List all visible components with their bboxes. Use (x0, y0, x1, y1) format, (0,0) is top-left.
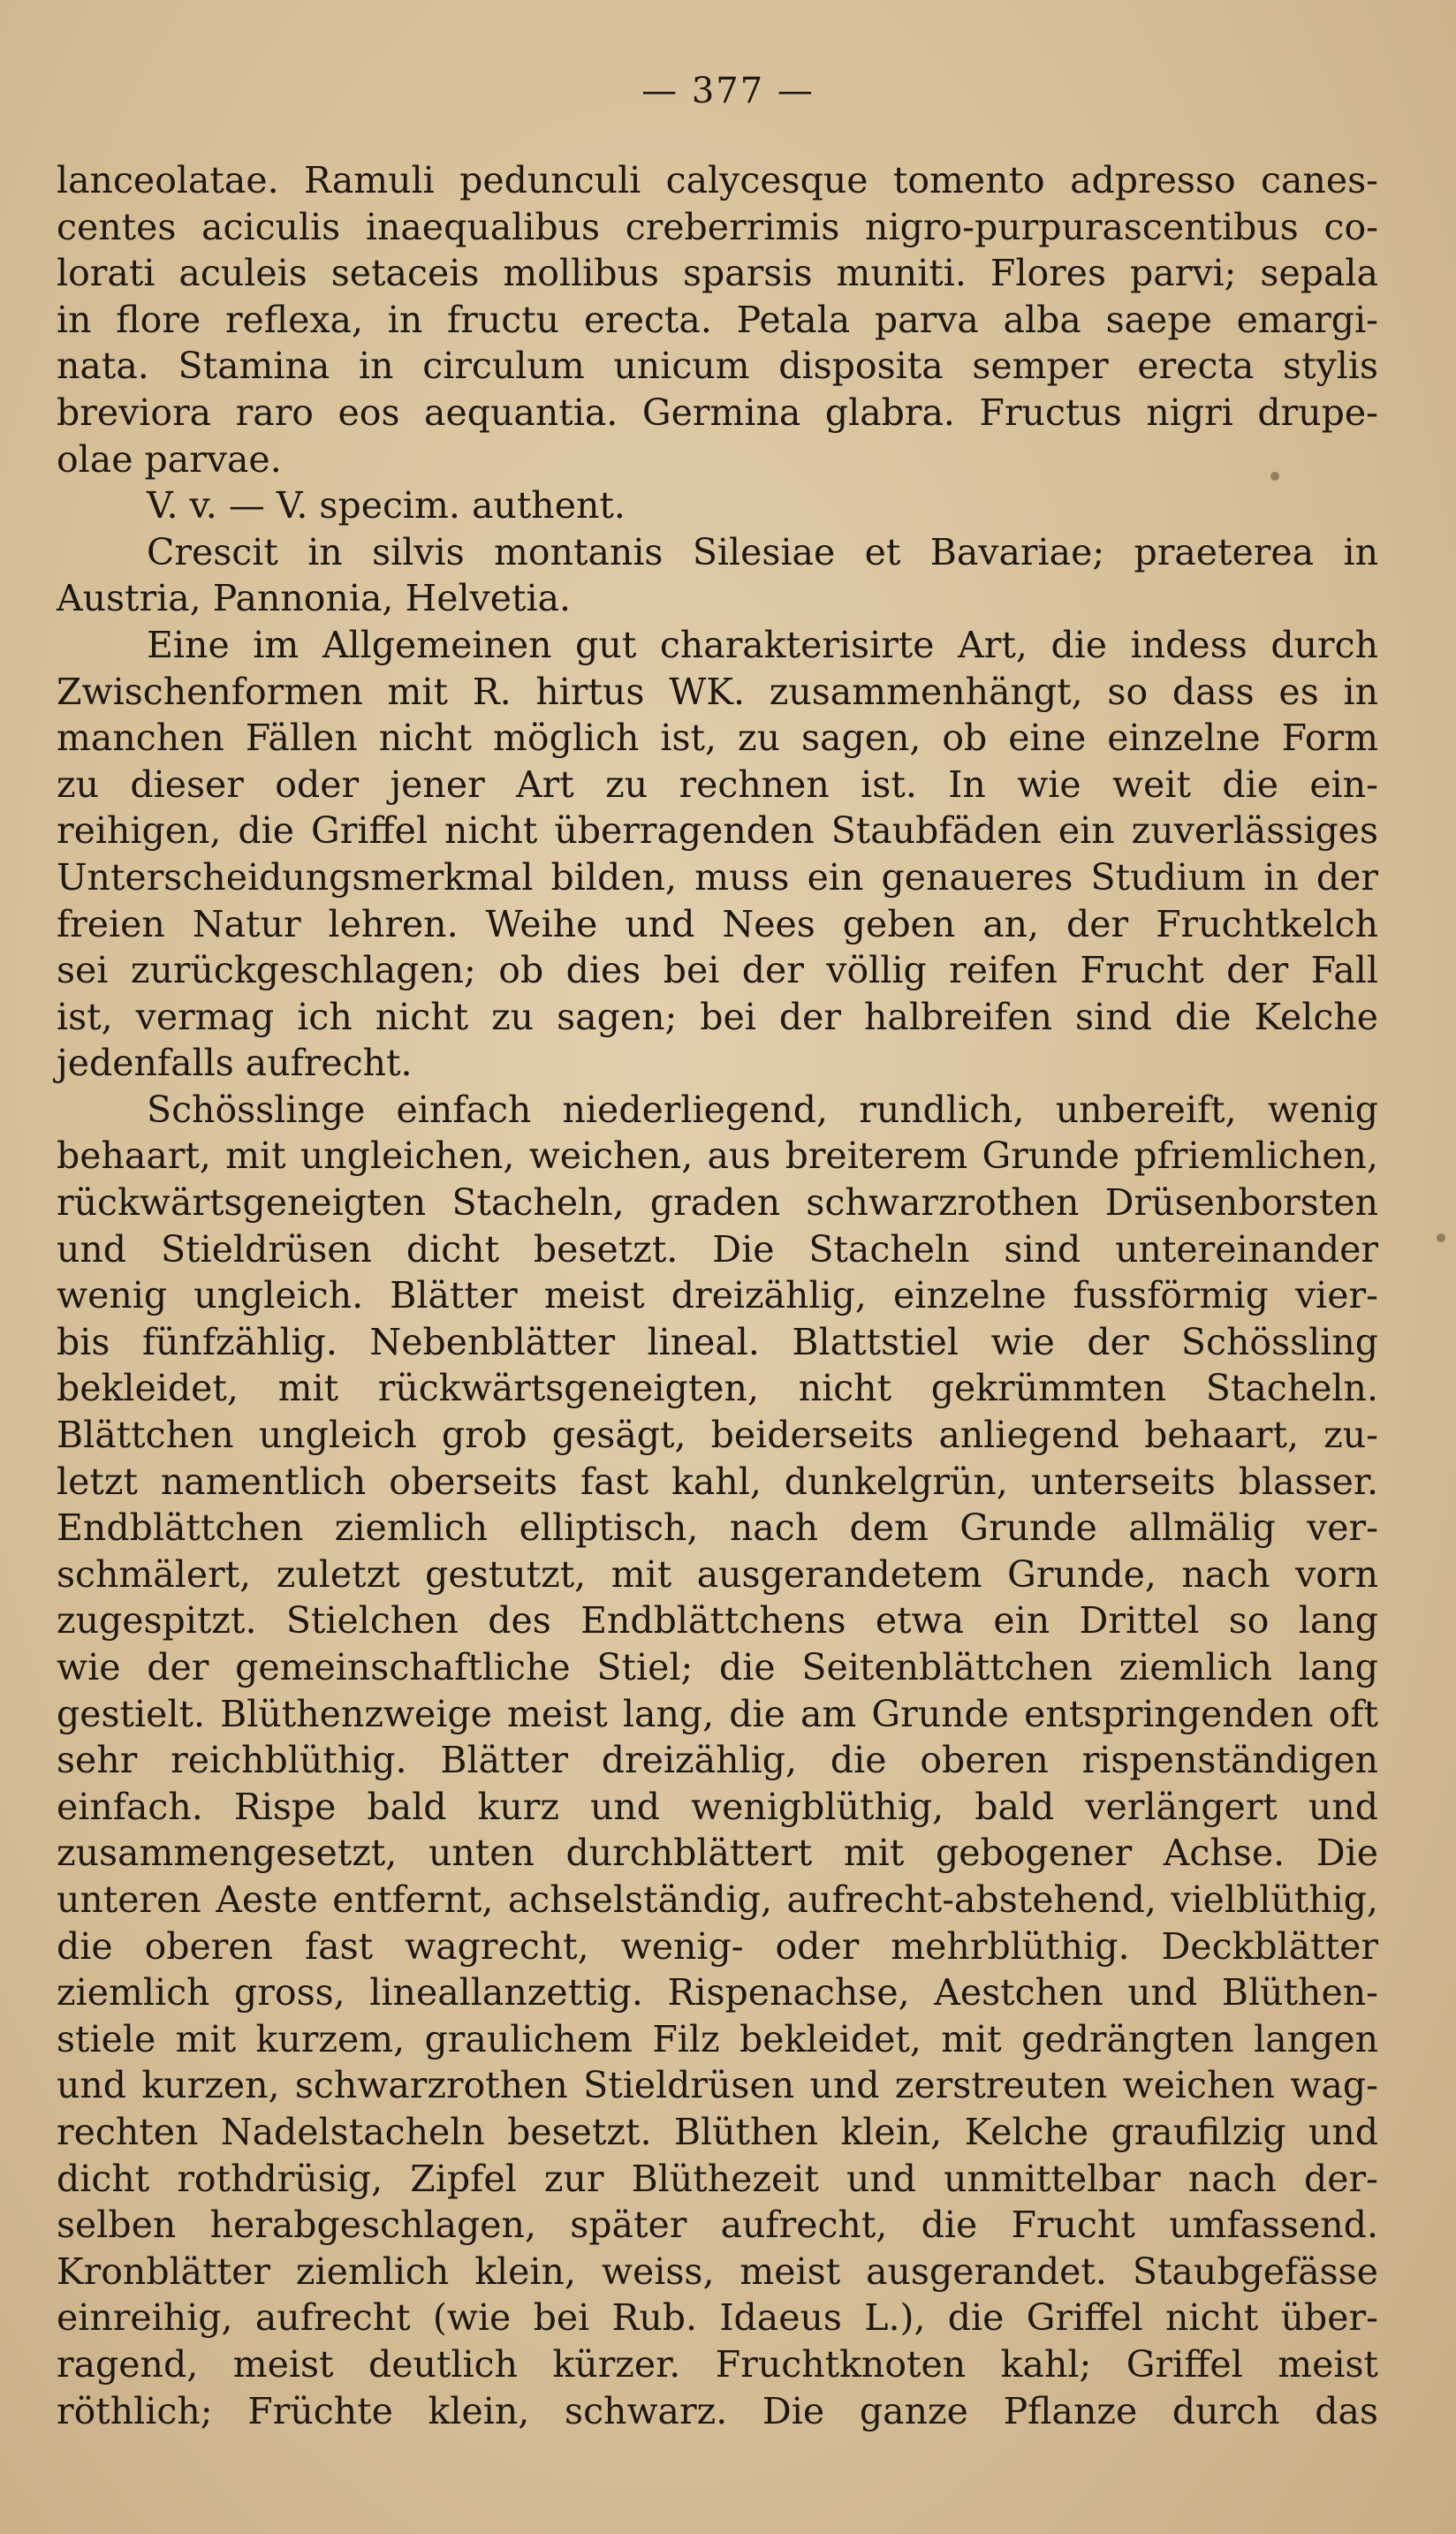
text-line: letzt namentlich oberseits fast kahl, dunkelgrün, unterseits blasser. (57, 1460, 1378, 1503)
text-line: sei zurückgeschlagen; ob dies bei der völlig reifen Frucht der Fall (57, 949, 1378, 992)
text-line: bekleidet, mit rückwärtsgeneigten, nicht gekrümmten Stacheln. (57, 1367, 1378, 1410)
text-line: selben herabgeschlagen, später aufrecht, die Frucht umfassend. (57, 2204, 1378, 2247)
ink-speck (1437, 1233, 1445, 1242)
text-line: jedenfalls aufrecht. (57, 1042, 413, 1085)
text-line: und Stieldrüsen dicht besetzt. Die Stacheln sind untereinander (57, 1227, 1378, 1271)
body-text (57, 157, 1378, 2434)
text-line: ziemlich gross, lineallanzettig. Rispenachse, Aestchen und Blüthen- (57, 1971, 1378, 2014)
text-line: lanceolatae. Ramuli pedunculi calycesque tomento adpresso canes- (57, 159, 1378, 201)
text-line: breviora raro eos aequantia. Germina glabra. Fructus nigri drupe- (57, 391, 1378, 434)
text-line: behaart, mit ungleichen, weichen, aus breiterem Grunde pfriemlichen, (57, 1134, 1378, 1178)
text-line: freien Natur lehren. Weihe und Nees geben an, der Fruchtkelch (57, 902, 1378, 945)
ink-speck (1270, 472, 1279, 481)
text-line: V. v. — V. specim. authent. (147, 484, 626, 527)
text-line: manchen Fällen nicht möglich ist, zu sagen, ob eine einzelne Form (57, 717, 1378, 760)
text-line: Austria, Pannonia, Helvetia. (57, 577, 572, 620)
text-line: ist, vermag ich nicht zu sagen; bei der halbreifen sind die Kelche (57, 995, 1378, 1038)
text-line: zusammengesetzt, unten durchblättert mit gebogener Achse. Die (57, 1832, 1378, 1875)
text-line: centes aciculis inaequalibus creberrimis nigro-purpurascentibus co- (57, 205, 1378, 248)
text-line: nata. Stamina in circulum unicum disposita semper erecta stylis (57, 345, 1378, 388)
text-line: schmälert, zuletzt gestutzt, mit ausgerandetem Grunde, nach vorn (57, 1552, 1378, 1596)
text-line: wenig ungleich. Blätter meist dreizählig, einzelne fussförmig vier- (57, 1274, 1378, 1317)
text-line: reihigen, die Griffel nicht überragenden Staubfäden ein zuverlässiges (57, 809, 1378, 853)
text-line: sehr reichblüthig. Blätter dreizählig, die oberen rispenständigen (57, 1739, 1378, 1782)
text-line: olae parvae. (57, 437, 282, 481)
text-line: gestielt. Blüthenzweige meist lang, die am Grunde entspringenden oft (57, 1692, 1378, 1735)
text-line: Zwischenformen mit R. hirtus WK. zusammenhängt, so dass es in (57, 670, 1378, 713)
text-line: Blättchen ungleich grob gesägt, beiderseits anliegend behaart, zu- (57, 1414, 1378, 1457)
text-line: röthlich; Früchte klein, schwarz. Die ganze Pflanze durch das (57, 2389, 1378, 2432)
text-line: stiele mit kurzem, graulichem Filz bekleidet, mit gedrängten langen (57, 2017, 1378, 2060)
text-line: ragend, meist deutlich kürzer. Fruchtknoten kahl; Griffel meist (57, 2342, 1378, 2386)
text-line: die oberen fast wagrecht, wenig- oder mehrblüthig. Deckblätter (57, 1924, 1378, 1968)
text-line: zugespitzt. Stielchen des Endblättchens etwa ein Drittel so lang (57, 1599, 1378, 1643)
text-line: rechten Nadelstacheln besetzt. Blüthen klein, Kelche graufilzig und (57, 2110, 1378, 2153)
text-line: rückwärtsgeneigten Stacheln, graden schwarzrothen Drüsenborsten (57, 1181, 1378, 1225)
text-line: Kronblätter ziemlich klein, weiss, meist ausgerandet. Staubgefässe (57, 2249, 1378, 2293)
text-line: wie der gemeinschaftliche Stiel; die Seitenblättchen ziemlich lang (57, 1646, 1378, 1688)
text-line: in flore reflexa, in fructu erecta. Petala parva alba saepe emargi- (57, 298, 1378, 341)
text-line: lorati aculeis setaceis mollibus sparsis muniti. Flores parvi; sepala (57, 252, 1378, 295)
text-line: Unterscheidungsmerkmal bilden, muss ein genaueres Studium in der (57, 855, 1378, 899)
text-line: unteren Aeste entfernt, achselständig, aufrecht-abstehend, vielblüthig, (57, 1878, 1378, 1921)
text-line: zu dieser oder jener Art zu rechnen ist. In wie weit die ein- (57, 762, 1378, 806)
text-line: und kurzen, schwarzrothen Stieldrüsen und zerstreuten weichen wag- (57, 2064, 1378, 2107)
page-number-header: — 377 — (641, 71, 815, 111)
text-line: Eine im Allgemeinen gut charakterisirte Art, die indess durch (147, 623, 1378, 666)
text-line: dicht rothdrüsig, Zipfel zur Blüthezeit und unmittelbar nach der- (57, 2157, 1378, 2200)
text-line: einreihig, aufrecht (wie bei Rub. Idaeus L.), die Griffel nicht über- (57, 2296, 1378, 2340)
text-line: Endblättchen ziemlich elliptisch, nach dem Grunde allmälig ver- (57, 1506, 1378, 1550)
text-line: einfach. Rispe bald kurz und wenigblüthig, bald verlängert und (57, 1785, 1378, 1828)
text-line: Crescit in silvis montanis Silesiae et Bavariae; praeterea in (147, 530, 1378, 573)
text-line: Schösslinge einfach niederliegend, rundlich, unbereift, wenig (147, 1088, 1378, 1131)
text-line: bis fünfzählig. Nebenblätter lineal. Blattstiel wie der Schössling (57, 1320, 1378, 1363)
